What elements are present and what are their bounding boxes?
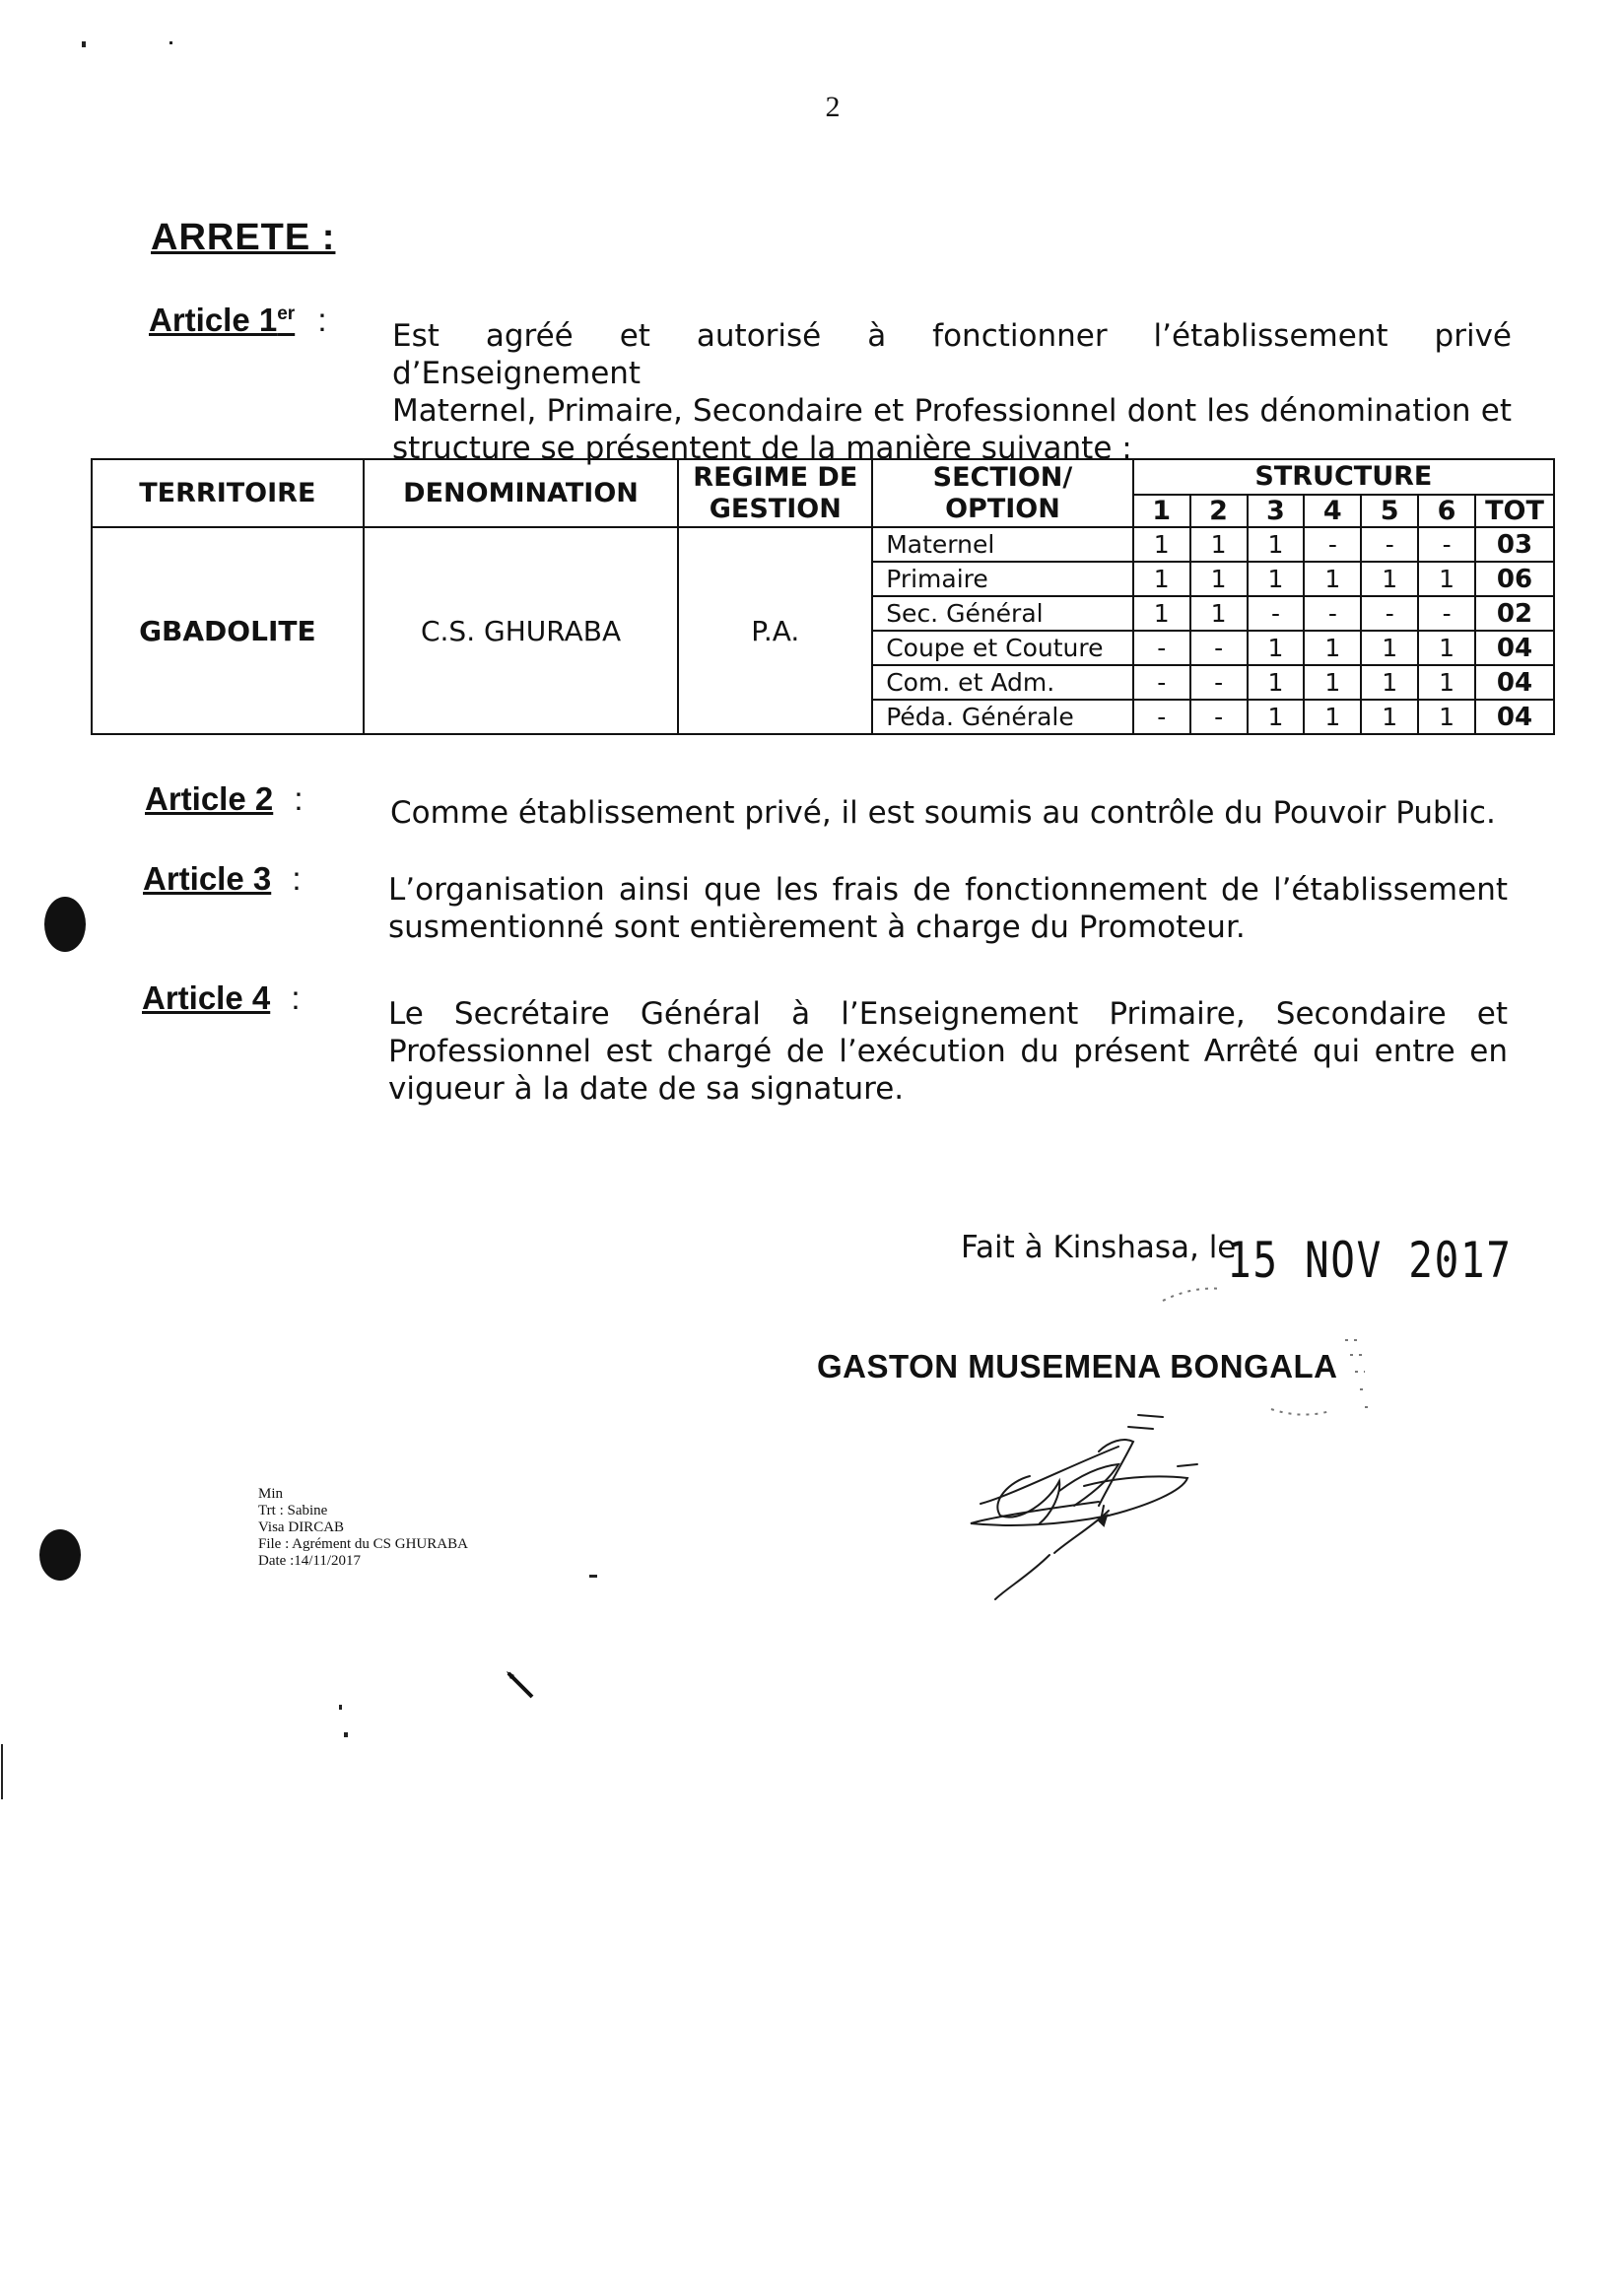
value-cell: 1 bbox=[1418, 700, 1475, 734]
regime-cell: P.A. bbox=[678, 527, 872, 734]
article-3-label: Article 3 : bbox=[143, 860, 302, 897]
value-cell: 1 bbox=[1248, 700, 1305, 734]
routing-line: File : Agrément du CS GHURABA bbox=[258, 1536, 468, 1552]
page-edge-line bbox=[1, 1744, 3, 1799]
binder-hole bbox=[44, 897, 86, 952]
total-cell: 06 bbox=[1475, 562, 1554, 596]
routing-line: Min bbox=[258, 1486, 284, 1502]
value-cell: - bbox=[1304, 596, 1361, 631]
article-1-label: Article 1er : bbox=[149, 302, 327, 338]
value-cell: 1 bbox=[1248, 665, 1305, 700]
value-cell: 1 bbox=[1190, 562, 1248, 596]
binder-hole bbox=[39, 1529, 81, 1581]
place-text: Fait à Kinshasa, le bbox=[961, 1230, 1237, 1265]
article-4-label: Article 4 : bbox=[142, 979, 301, 1016]
value-cell: - bbox=[1361, 596, 1418, 631]
routing-notes bbox=[258, 1486, 468, 1570]
text-line: structure se présentent de la manière suivante : bbox=[392, 431, 1132, 466]
text-line: Maternel, Primaire, Secondaire et Professionnel dont les dénomination et bbox=[392, 393, 1512, 429]
total-cell: 04 bbox=[1475, 700, 1554, 734]
scan-speck bbox=[82, 41, 86, 47]
value-cell: 1 bbox=[1361, 665, 1418, 700]
header-structure: STRUCTURE bbox=[1133, 459, 1554, 495]
value-cell: - bbox=[1133, 665, 1190, 700]
value-cell: 1 bbox=[1133, 527, 1190, 562]
scan-mark bbox=[505, 1669, 544, 1709]
page-number: 2 bbox=[825, 91, 841, 123]
value-cell: 1 bbox=[1418, 562, 1475, 596]
header-territoire: TERRITOIRE bbox=[92, 459, 364, 527]
value-cell: 1 bbox=[1190, 527, 1248, 562]
option-cell: Péda. Générale bbox=[872, 700, 1133, 734]
value-cell: 1 bbox=[1418, 665, 1475, 700]
value-cell: 1 bbox=[1418, 631, 1475, 665]
value-cell: 1 bbox=[1304, 631, 1361, 665]
option-cell: Sec. Général bbox=[872, 596, 1133, 631]
value-cell: 1 bbox=[1248, 562, 1305, 596]
header-year-3: 3 bbox=[1248, 495, 1305, 527]
scan-speck bbox=[344, 1732, 348, 1737]
value-cell: 1 bbox=[1361, 562, 1418, 596]
table-row bbox=[92, 527, 1554, 562]
text-line: Professionnel est chargé de l’exécution du présent Arrêté qui entre en bbox=[388, 1034, 1508, 1069]
decree-heading: ARRETE : bbox=[151, 217, 336, 258]
header-regime: REGIME DE GESTION bbox=[678, 459, 872, 527]
value-cell: 1 bbox=[1190, 596, 1248, 631]
header-year-1: 1 bbox=[1133, 495, 1190, 527]
value-cell: - bbox=[1418, 527, 1475, 562]
option-cell: Primaire bbox=[872, 562, 1133, 596]
value-cell: - bbox=[1361, 527, 1418, 562]
option-cell: Coupe et Couture bbox=[872, 631, 1133, 665]
value-cell: 1 bbox=[1361, 700, 1418, 734]
option-cell: Maternel bbox=[872, 527, 1133, 562]
text-line: susmentionné sont entièrement à charge du Promoteur. bbox=[388, 910, 1246, 945]
header-year-4: 4 bbox=[1304, 495, 1361, 527]
routing-line: Date :14/11/2017 bbox=[258, 1553, 362, 1569]
text-line: Le Secrétaire Général à l’Enseignement Primaire, Secondaire et bbox=[388, 996, 1508, 1032]
header-section-option: SECTION/ OPTION bbox=[872, 459, 1133, 527]
value-cell: 1 bbox=[1248, 527, 1305, 562]
value-cell: 1 bbox=[1361, 631, 1418, 665]
header-year-2: 2 bbox=[1190, 495, 1248, 527]
text-line: vigueur à la date de sa signature. bbox=[388, 1071, 905, 1107]
header-year-5: 5 bbox=[1361, 495, 1418, 527]
denomination-cell: C.S. GHURABA bbox=[364, 527, 679, 734]
value-cell: 1 bbox=[1304, 665, 1361, 700]
header-year-6: 6 bbox=[1418, 495, 1475, 527]
total-cell: 02 bbox=[1475, 596, 1554, 631]
total-cell: 03 bbox=[1475, 527, 1554, 562]
value-cell: - bbox=[1304, 527, 1361, 562]
routing-line: Trt : Sabine bbox=[258, 1503, 328, 1518]
value-cell: 1 bbox=[1304, 562, 1361, 596]
value-cell: - bbox=[1190, 631, 1248, 665]
value-cell: - bbox=[1190, 665, 1248, 700]
total-cell: 04 bbox=[1475, 665, 1554, 700]
scan-speck bbox=[169, 41, 172, 44]
value-cell: 1 bbox=[1133, 596, 1190, 631]
article-3-text bbox=[388, 871, 1508, 946]
text-line: L’organisation ainsi que les frais de fonctionnement de l’établissement bbox=[388, 872, 1508, 908]
scan-speck bbox=[589, 1575, 597, 1578]
territoire-cell: GBADOLITE bbox=[92, 527, 364, 734]
value-cell: - bbox=[1133, 700, 1190, 734]
routing-line: Visa DIRCAB bbox=[258, 1519, 345, 1535]
date-stamp: 15 NOV 2017 bbox=[1227, 1232, 1513, 1289]
header-total: TOT bbox=[1475, 495, 1554, 527]
article-2-text: Comme établissement privé, il est soumis au contrôle du Pouvoir Public. bbox=[390, 795, 1496, 831]
value-cell: 1 bbox=[1133, 562, 1190, 596]
value-cell: - bbox=[1190, 700, 1248, 734]
option-cell: Com. et Adm. bbox=[872, 665, 1133, 700]
structure-table bbox=[91, 458, 1555, 735]
value-cell: - bbox=[1418, 596, 1475, 631]
value-cell: 1 bbox=[1304, 700, 1361, 734]
article-2-label: Article 2 : bbox=[145, 780, 304, 817]
article-4-text bbox=[388, 995, 1508, 1108]
signer-name: GASTON MUSEMENA BONGALA bbox=[817, 1348, 1338, 1384]
header-denomination: DENOMINATION bbox=[364, 459, 679, 527]
value-cell: 1 bbox=[1248, 631, 1305, 665]
value-cell: - bbox=[1248, 596, 1305, 631]
scan-speck bbox=[339, 1705, 342, 1710]
value-cell: - bbox=[1133, 631, 1190, 665]
total-cell: 04 bbox=[1475, 631, 1554, 665]
article-1-text bbox=[392, 317, 1512, 467]
text-line: Est agréé et autorisé à fonctionner l’établissement privé d’Enseignement bbox=[392, 318, 1512, 391]
handwritten-signature bbox=[951, 1407, 1247, 1614]
